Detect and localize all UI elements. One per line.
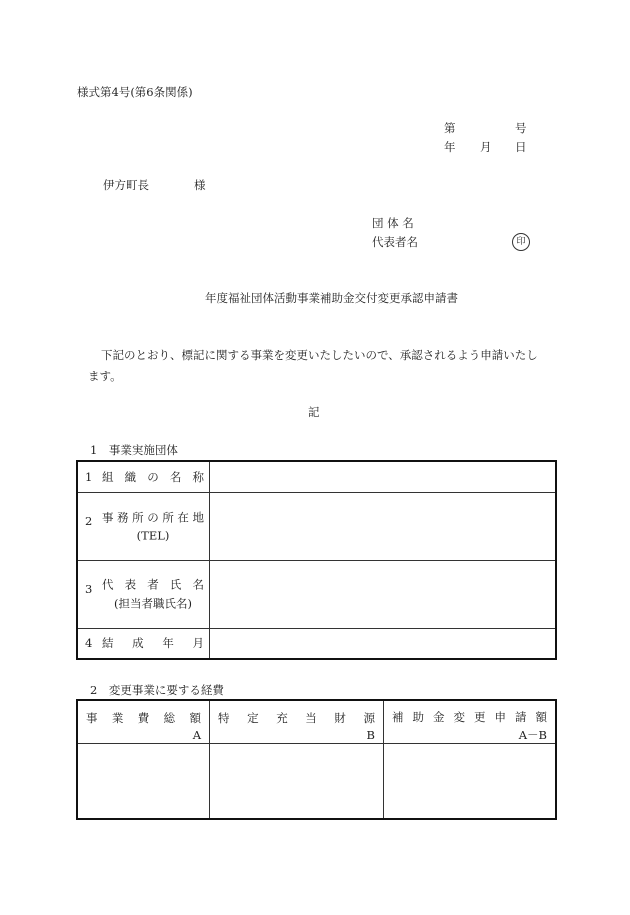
ki-heading: 記 — [308, 405, 320, 419]
office-address-value[interactable] — [210, 492, 557, 560]
header-char: 事 — [86, 711, 98, 725]
label-char: 月 — [192, 636, 204, 651]
label-char: 所 — [132, 510, 144, 525]
specific-funding-marker: B — [366, 728, 375, 742]
date-year: 年 — [444, 140, 456, 154]
header-char: 業 — [111, 711, 124, 725]
header-char: 金 — [433, 710, 445, 724]
row-representative-label — [77, 560, 210, 628]
label-char: 在 — [177, 510, 189, 525]
body-line-2: ます。 — [88, 369, 122, 383]
header-char: 請 — [515, 710, 527, 724]
label-char: 表 — [124, 577, 137, 592]
addressee-honorific: 様 — [194, 178, 206, 192]
addressee-name: 伊方町長 — [103, 178, 149, 192]
label-char: 地 — [192, 510, 204, 525]
label-char: 事 — [102, 510, 114, 525]
number-go: 号 — [515, 121, 527, 135]
label-char: 所 — [162, 510, 174, 525]
subsidy-request-value[interactable] — [384, 744, 557, 819]
label-char: 年 — [162, 636, 174, 651]
label-char: 名 — [192, 577, 204, 592]
header-char: 総 — [163, 711, 176, 725]
label-char: の — [147, 469, 159, 484]
section2-heading: 2 変更事業に要する経費 — [90, 683, 224, 697]
subsidy-request-header — [384, 700, 557, 744]
specific-funding-header — [210, 700, 384, 744]
number-dai: 第 — [444, 121, 456, 135]
row-number: 4 — [85, 636, 93, 651]
date-day: 日 — [515, 140, 527, 154]
row-number: 1 — [85, 469, 93, 484]
label-char: 務 — [117, 510, 129, 525]
header-char: 源 — [363, 711, 375, 725]
header-char: 助 — [412, 710, 424, 724]
header-char: 充 — [276, 711, 288, 725]
header-char: 額 — [535, 710, 547, 724]
header-char: 特 — [218, 711, 230, 725]
label-char: 組 — [102, 469, 114, 484]
representative-label: 代表者名 — [372, 235, 418, 249]
label-char: 氏 — [169, 577, 182, 592]
label-char: 称 — [192, 469, 204, 484]
label-char: 者 — [147, 577, 159, 592]
date-month: 月 — [480, 140, 492, 154]
org-name-value[interactable] — [210, 461, 557, 492]
section1-heading: 1 事業実施団体 — [90, 443, 178, 457]
total-cost-marker: A — [192, 728, 201, 742]
organization-table — [76, 460, 557, 660]
header-char: 申 — [494, 710, 506, 724]
row-number: 3 — [85, 581, 93, 596]
header-char: 補 — [392, 710, 404, 724]
label-char: 結 — [102, 636, 114, 651]
header-char: 費 — [137, 711, 150, 725]
row-office-address-label — [77, 492, 210, 560]
expense-table — [76, 699, 557, 820]
label-char: 名 — [169, 469, 182, 484]
form-number: 様式第4号(第6条関係) — [77, 85, 193, 99]
row-founded-label — [77, 628, 210, 659]
row-number: 2 — [85, 513, 93, 528]
org-name-label: 団 体 名 — [372, 216, 414, 230]
header-char: 変 — [453, 710, 465, 724]
label-char: の — [147, 510, 159, 525]
label-char: 織 — [124, 469, 137, 484]
body-line-1: 下記のとおり、標記に関する事業を変更いたしたいので、承認されるよう申請いたし — [101, 348, 538, 362]
header-char: 財 — [334, 711, 346, 725]
total-cost-header — [77, 700, 210, 744]
label-char: 成 — [132, 636, 144, 651]
header-char: 額 — [189, 711, 201, 725]
total-cost-value[interactable] — [77, 744, 210, 819]
header-char: 定 — [247, 711, 259, 725]
subsidy-request-marker: A－B — [518, 728, 547, 742]
row-org-name-label — [77, 461, 210, 492]
tel-label: (TEL) — [136, 528, 170, 543]
header-char: 当 — [305, 711, 317, 725]
label-char: 代 — [102, 577, 114, 592]
seal-mark: 印 — [512, 233, 530, 251]
header-char: 更 — [474, 710, 486, 724]
representative-value[interactable] — [210, 560, 557, 628]
contact-person-label: (担当者職氏名) — [114, 596, 192, 611]
founded-value[interactable] — [210, 628, 557, 659]
specific-funding-value[interactable] — [210, 744, 384, 819]
document-title: 年度福祉団体活動事業補助金交付変更承認申請書 — [205, 291, 458, 305]
